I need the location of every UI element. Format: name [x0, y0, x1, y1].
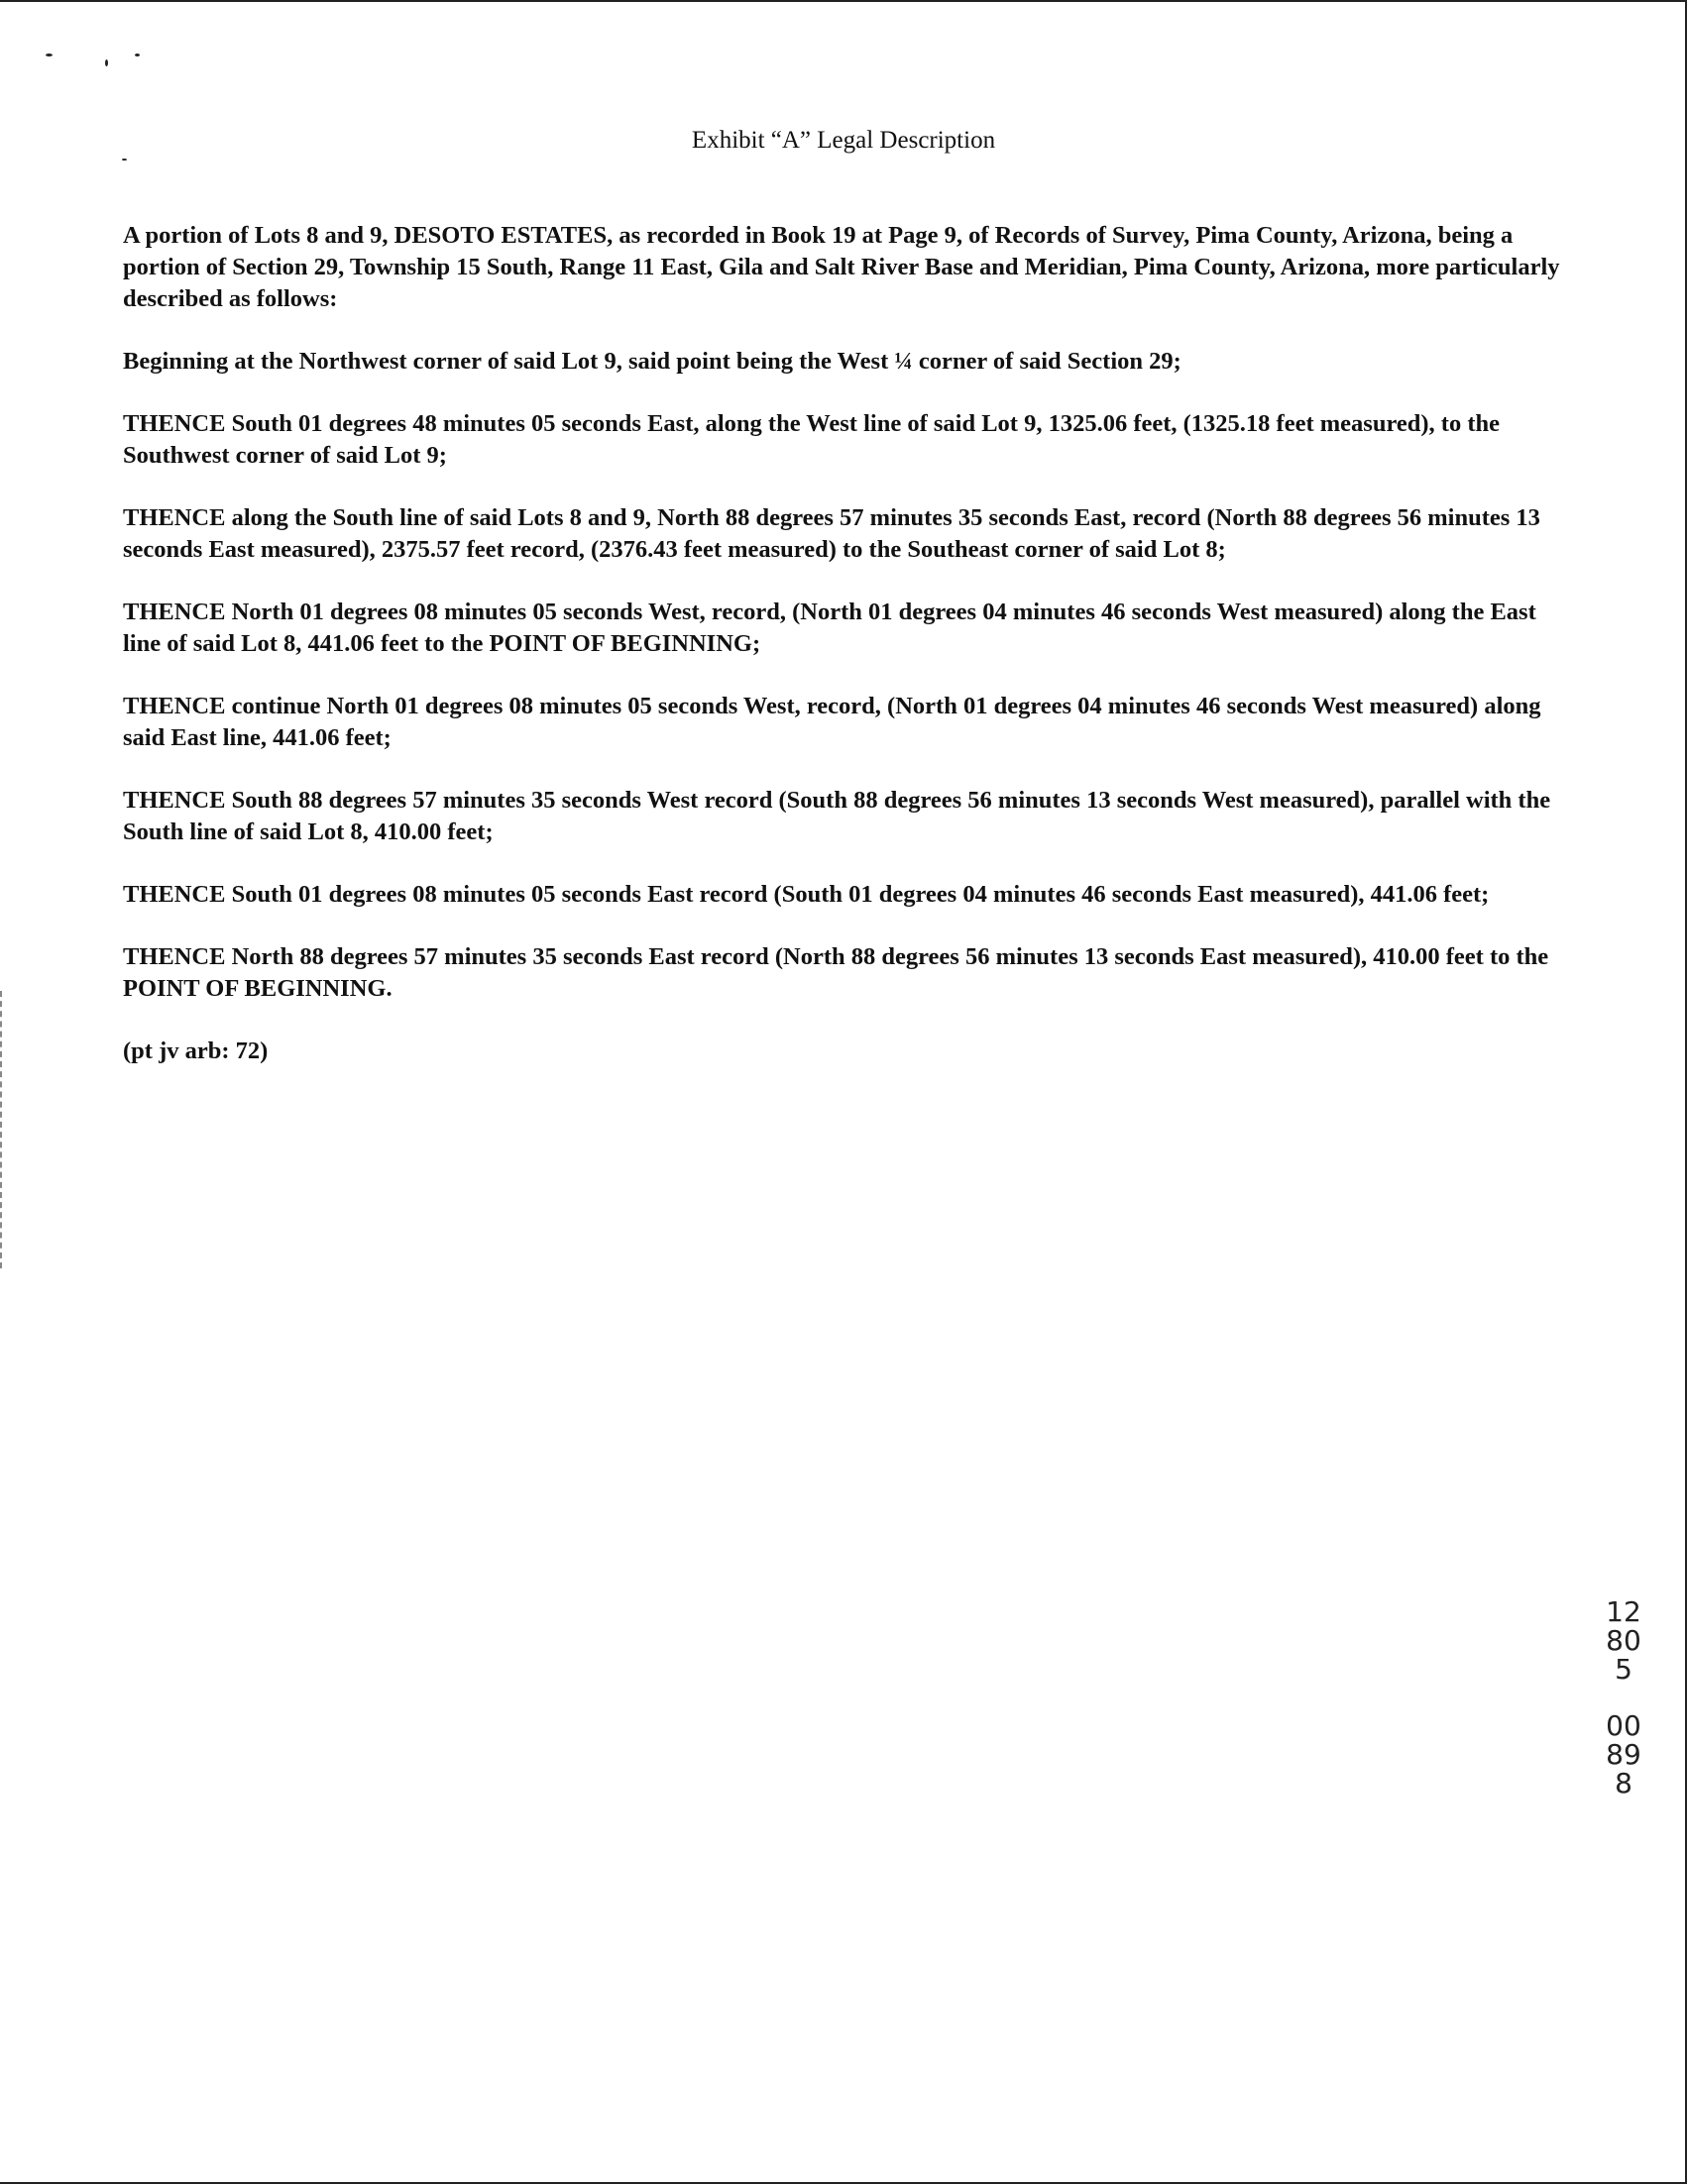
recording-stamp [1604, 1597, 1643, 1798]
paragraph-course-5: THENCE South 88 degrees 57 minutes 35 seconds West record (South 88 degrees 56 minutes 13 seconds West measured), parallel with the South line of said Lot 8, 410.00 feet; [123, 787, 1551, 845]
document-title: Exhibit “A” Legal Description [691, 127, 996, 154]
paragraph-course-3: THENCE North 01 degrees 08 minutes 05 seconds West, record, (North 01 degrees 04 minutes 46 seconds West measured) along the East line of said Lot 8, 441.06 feet to the POINT OF BEGINNING; [123, 599, 1536, 657]
paragraph-intro: A portion of Lots 8 and 9, DESOTO ESTATES, as recorded in Book 19 at Page 9, of Records of Survey, Pima County, Arizona, being a portion of Section 29, Township 15 South, Range 11 East, Gila and Salt River Base and Meridian, Pima County, Arizona, more particularly described as follows: [123, 222, 1560, 312]
paragraph-course-6: THENCE South 01 degrees 08 minutes 05 seconds East record (South 01 degrees 04 minutes 46 seconds East measured), 441.06 feet; [123, 881, 1490, 908]
legal-description-body [123, 220, 1570, 1098]
paragraph-course-1: THENCE South 01 degrees 48 minutes 05 seconds East, along the West line of said Lot 9, 1325.06 feet, (1325.18 feet measured), to the Southwest corner of said Lot 9; [123, 410, 1500, 469]
scan-speck [122, 159, 127, 161]
paragraph-course-4: THENCE continue North 01 degrees 08 minutes 05 seconds West, record, (North 01 degrees 04 minutes 46 seconds West measured) along said East line, 441.06 feet; [123, 693, 1541, 751]
scan-speck [46, 54, 53, 56]
scan-edge-marks [0, 991, 5, 1268]
paragraph-course-7: THENCE North 88 degrees 57 minutes 35 seconds East record (North 88 degrees 56 minutes 13 seconds East measured), 410.00 feet to the POINT OF BEGINNING. [123, 943, 1549, 1002]
scan-speck [105, 59, 108, 66]
stamp-sequence-second: 00898 [1606, 1709, 1641, 1800]
stamp-sequence-first: 12805 [1606, 1595, 1641, 1686]
page-border-top [0, 0, 1687, 2]
paragraph-beginning: Beginning at the Northwest corner of said Lot 9, said point being the West ¼ corner of said Section 29; [123, 348, 1181, 375]
scan-speck [135, 54, 140, 56]
paragraph-course-2: THENCE along the South line of said Lots 8 and 9, North 88 degrees 57 minutes 35 seconds East, record (North 88 degrees 56 minutes 13 seconds East measured), 2375.57 feet record, (2376.43 feet measured) to the Southeast corner of said Lot 8; [123, 504, 1540, 563]
reference-note: (pt jv arb: 72) [123, 1037, 269, 1064]
